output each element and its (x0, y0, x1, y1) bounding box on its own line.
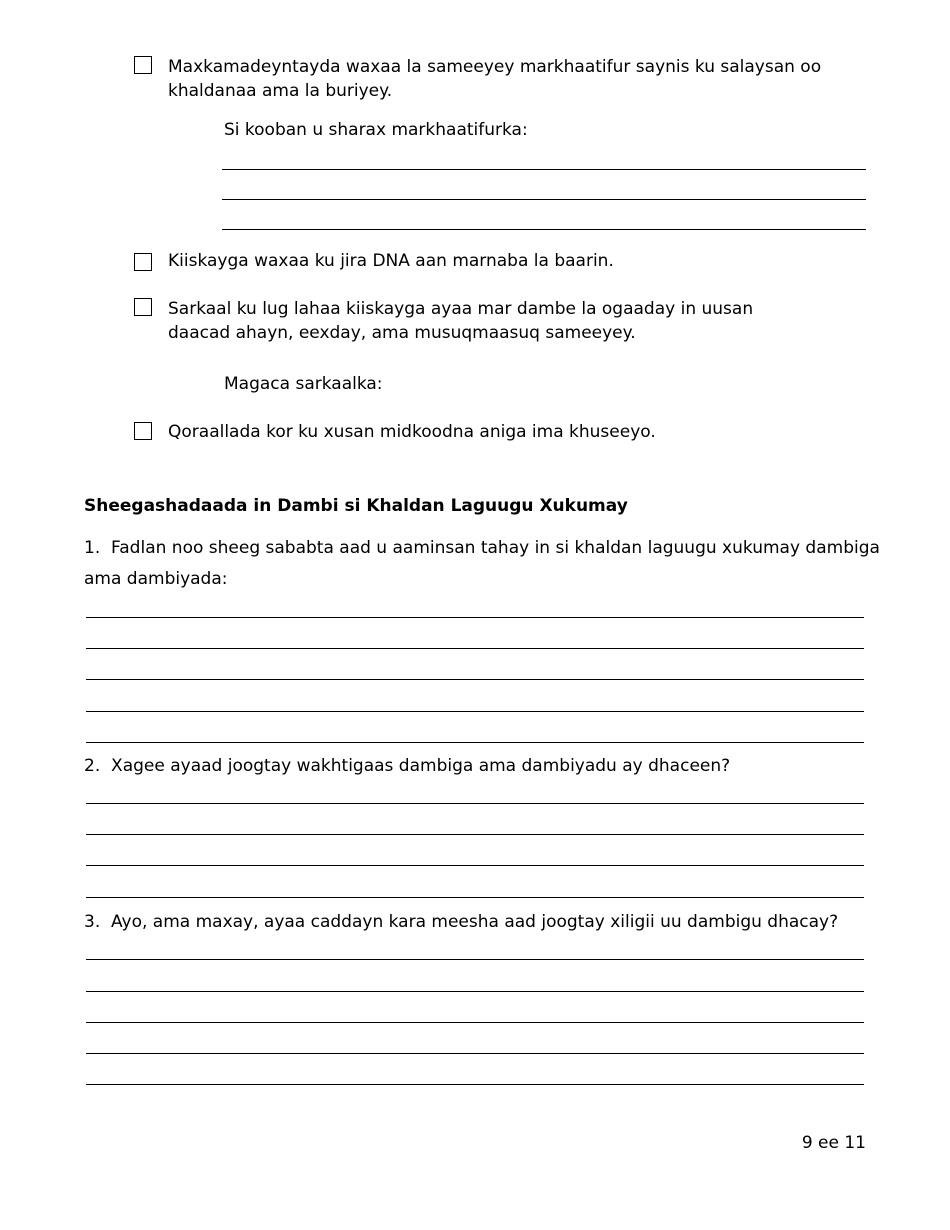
answer-line[interactable] (86, 834, 864, 835)
question-1 (84, 536, 880, 560)
checkbox-label-line2: daacad ahayn, eexday, ama musuqmaasuq sameeyey. (168, 323, 636, 343)
checkbox-label: Qoraallada kor ku xusan midkoodna aniga ima khuseeyo. (168, 422, 656, 442)
checkbox-label-line2: khaldanaa ama la buriyey. (168, 81, 393, 101)
checkbox-officer-misconduct[interactable] (134, 298, 152, 316)
checkbox-label-line1: Sarkaal ku lug lahaa kiiskayga ayaa mar dambe la ogaaday in uusan (168, 299, 754, 319)
answer-line[interactable] (86, 803, 864, 804)
testimony-answer-line[interactable] (222, 229, 866, 230)
page-number: 9 ee 11 (801, 1133, 866, 1153)
section-title: Sheegashadaada in Dambi si Khaldan Laguugu Xukumay (84, 496, 628, 516)
answer-line[interactable] (86, 742, 864, 743)
checkbox-label-line1: Maxkamadeyntayda waxaa la sameeyey markhaatifur saynis ku salaysan oo (168, 57, 822, 77)
question-text: Ayo, ama maxay, ayaa caddayn kara meesha aad joogtay xiligii uu dambigu dhacay? (111, 912, 839, 932)
answer-line[interactable] (86, 959, 864, 960)
testimony-answer-line[interactable] (222, 169, 866, 170)
checkbox-none-apply[interactable] (134, 422, 152, 440)
question-2 (84, 754, 730, 778)
question-number: 3. (84, 912, 101, 932)
answer-line[interactable] (86, 679, 864, 680)
question-1-line2: ama dambiyada: (84, 569, 228, 589)
answer-line[interactable] (86, 711, 864, 712)
question-3 (84, 910, 838, 934)
checkbox-label: Kiiskayga waxaa ku jira DNA aan marnaba la baarin. (168, 251, 614, 271)
answer-line[interactable] (86, 1022, 864, 1023)
answer-line[interactable] (86, 897, 864, 898)
question-number: 1. (84, 538, 101, 558)
answer-line[interactable] (86, 865, 864, 866)
answer-line[interactable] (86, 1053, 864, 1054)
question-text: Xagee ayaad joogtay wakhtigaas dambiga ama dambiyadu ay dhaceen? (111, 756, 731, 776)
answer-line[interactable] (86, 1084, 864, 1085)
answer-line[interactable] (86, 648, 864, 649)
officer-name-label: Magaca sarkaalka: (224, 374, 383, 394)
checkbox-untested-dna[interactable] (134, 253, 152, 271)
question-number: 2. (84, 756, 101, 776)
checkbox-flawed-forensic-testimony[interactable] (134, 56, 152, 74)
testimony-description-label: Si kooban u sharax markhaatifurka: (224, 120, 528, 140)
answer-line[interactable] (86, 617, 864, 618)
testimony-answer-line[interactable] (222, 199, 866, 200)
answer-line[interactable] (86, 991, 864, 992)
question-text: Fadlan noo sheeg sababta aad u aaminsan tahay in si khaldan laguugu xukumay dambiga (111, 538, 880, 558)
